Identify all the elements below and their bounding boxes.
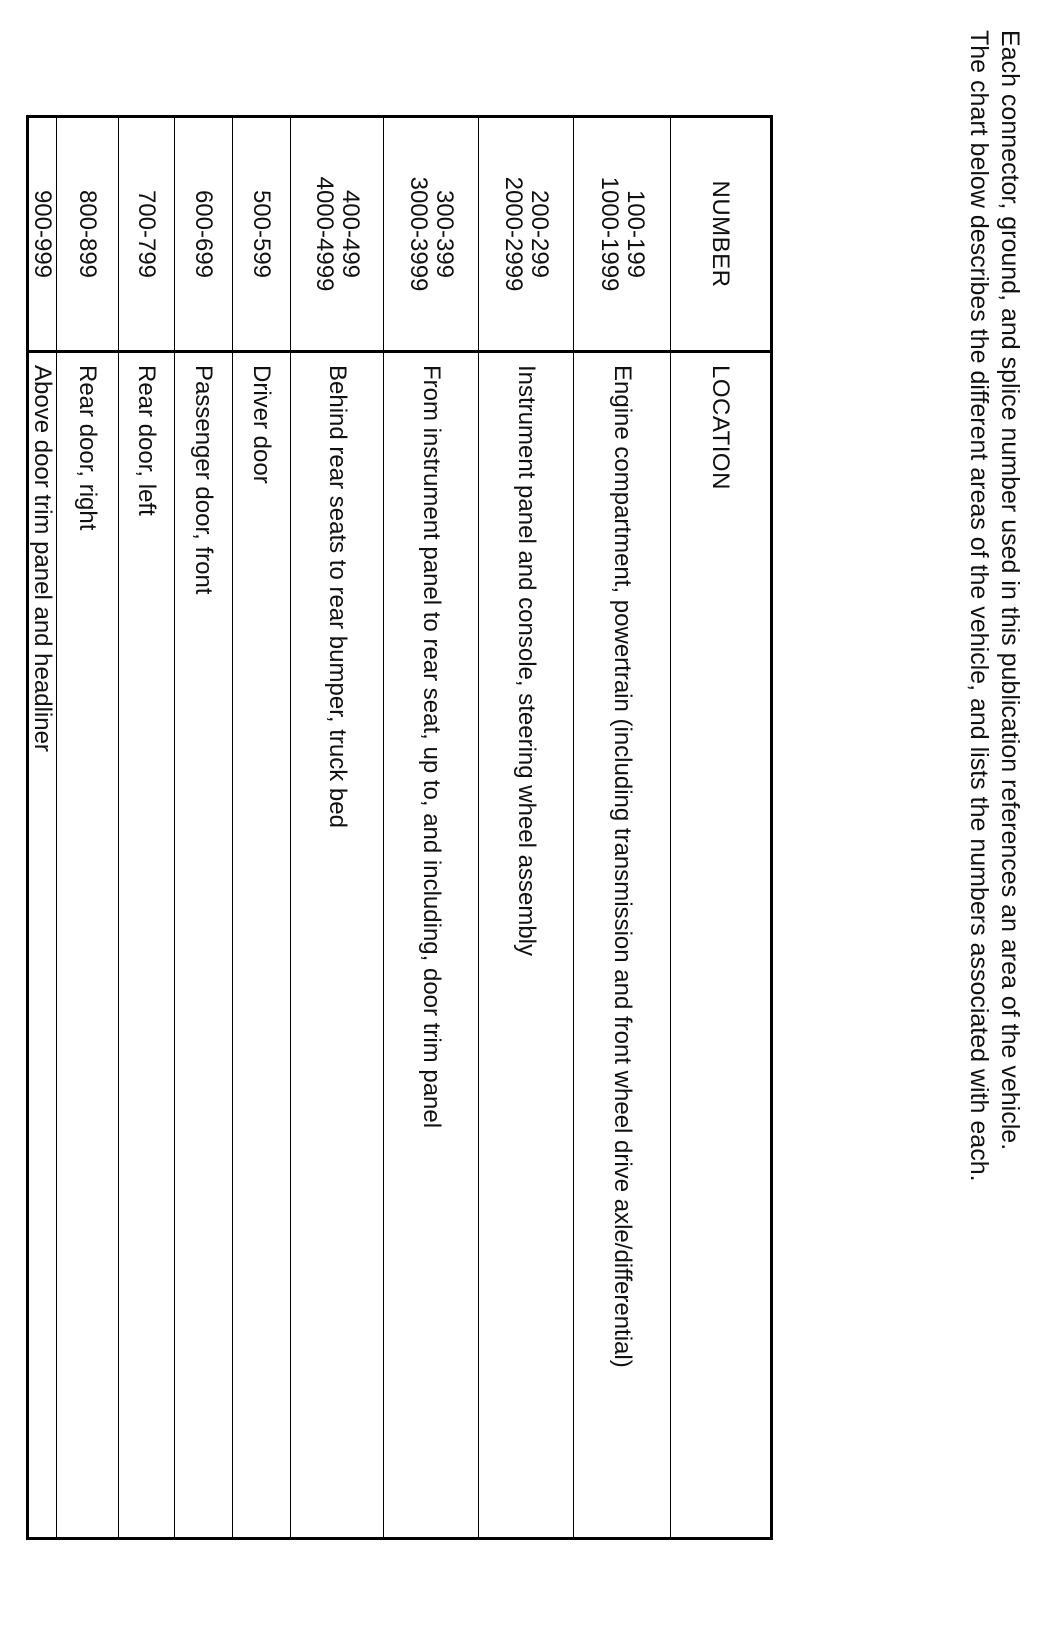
table-row-location: Rear door, right: [56, 353, 118, 1537]
table-row-location: Behind rear seats to rear bumper, truck bed: [290, 353, 383, 1537]
table-row-location: Instrument panel and console, steering wheel assembly: [478, 353, 573, 1537]
connector-location-table: [26, 115, 773, 1540]
table-row-number: [383, 118, 478, 353]
table-row-location: Engine compartment, powertrain (including transmission and front wheel drive axle/differential): [573, 353, 670, 1537]
number-range: 4000-4999: [311, 176, 338, 292]
number-range: 400-499: [337, 189, 364, 279]
table-row-number: [573, 118, 670, 353]
intro-line-2: The chart below describes the different areas of the vehicle, and lists the numbers associated with each.: [965, 30, 993, 1182]
intro-line-1: Each connector, ground, and splice number used in this publication references an area of the vehicle.: [996, 30, 1024, 1151]
table-row-number: [232, 118, 290, 353]
table-row-number: [118, 118, 174, 353]
number-range: 1000-1999: [596, 176, 623, 292]
number-range: 500-599: [248, 189, 276, 279]
table-row-number: [56, 118, 118, 353]
number-range: 800-899: [74, 189, 102, 279]
location-column-header: LOCATION: [670, 353, 770, 1537]
number-column-header: NUMBER: [670, 118, 770, 353]
number-range: 900-999: [29, 189, 57, 279]
table-row-number: [290, 118, 383, 353]
table-row-location: Passenger door, front: [174, 353, 232, 1537]
number-range: 100-199: [622, 189, 649, 279]
table-row-location: Driver door: [232, 353, 290, 1537]
intro-paragraph: [963, 30, 1025, 1590]
number-range: 300-399: [431, 189, 458, 279]
number-range: 700-799: [133, 189, 161, 279]
number-range: 600-699: [190, 189, 218, 279]
table-row-number: [29, 118, 56, 353]
table-row-location: Above door trim panel and headliner: [29, 365, 57, 752]
number-range: 2000-2999: [500, 176, 527, 292]
table-row-location: Rear door, left: [118, 353, 174, 1537]
number-range: 200-299: [526, 189, 553, 279]
table-row-location: From instrument panel to rear seat, up to, and including, door trim panel: [383, 353, 478, 1537]
table-row-number: [174, 118, 232, 353]
table-row-number: [478, 118, 573, 353]
number-range: 3000-3999: [405, 176, 432, 292]
